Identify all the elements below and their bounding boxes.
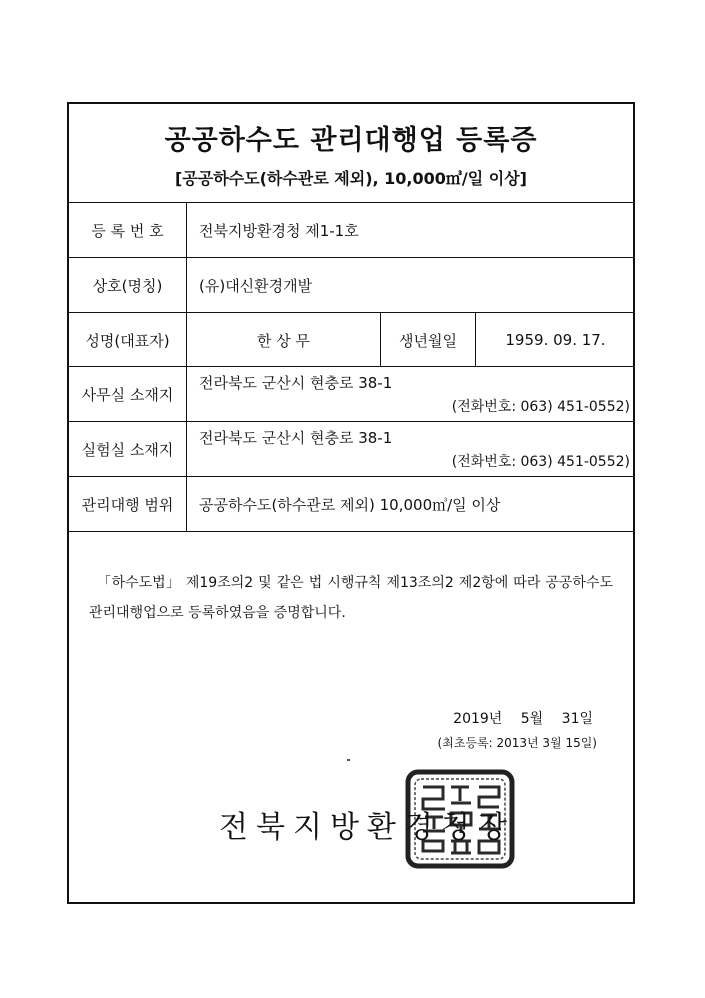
lab-address-label: 실험실 소재지 xyxy=(69,422,187,477)
office-address-label: 사무실 소재지 xyxy=(69,367,187,422)
certificate-frame xyxy=(67,102,635,904)
company-name-label: 상호(명칭) xyxy=(69,258,187,313)
representative-row xyxy=(69,312,633,367)
registration-number-row xyxy=(69,202,633,258)
lab-address-value: 전라북도 군산시 현충로 38-1 xyxy=(199,429,393,447)
certificate-subtitle: [공공하수도(하수관로 제외), 10,000㎥/일 이상] xyxy=(174,169,527,188)
company-name-row xyxy=(69,257,633,313)
birth-date-value: 1959. 09. 17. xyxy=(505,331,606,349)
registration-number-label: 등 록 번 호 xyxy=(69,203,187,258)
representative-name: 한 상 무 xyxy=(187,313,381,367)
first-registration-date: (최초등록: 2013년 3월 15일) xyxy=(437,736,597,750)
lab-phone-value: (전화번호: 063) 451-0552) xyxy=(451,454,630,470)
issue-date: 2019년 5월 31일 xyxy=(453,711,593,727)
scope-value: 공공하수도(하수관로 제외) 10,000㎥/일 이상 xyxy=(199,495,501,514)
office-address-value: 전라북도 군산시 현충로 38-1 xyxy=(199,374,393,392)
issuing-authority: 전북지방환경청장 xyxy=(219,810,515,845)
registration-number-value: 전북지방환경청 제1-1호 xyxy=(199,222,359,240)
office-phone-value: (전화번호: 063) 451-0552) xyxy=(451,399,630,415)
certification-statement: 「하수도법」 제19조의2 및 같은 법 시행규칙 제13조의2 제2항에 따라 공공하수도 관리대행업으로 등록하였음을 증명합니다. xyxy=(89,575,613,621)
certificate-title: 공공하수도 관리대행업 등록증 xyxy=(164,125,538,156)
scan-speck xyxy=(347,759,350,761)
office-address-row xyxy=(69,366,633,422)
scope-row xyxy=(69,476,633,532)
scope-label: 관리대행 범위 xyxy=(69,477,187,531)
birth-date-label: 생년월일 xyxy=(381,313,476,367)
lab-address-row xyxy=(69,421,633,477)
representative-label: 성명(대표자) xyxy=(69,313,187,367)
company-name-value: (유)대신환경개발 xyxy=(199,277,313,295)
